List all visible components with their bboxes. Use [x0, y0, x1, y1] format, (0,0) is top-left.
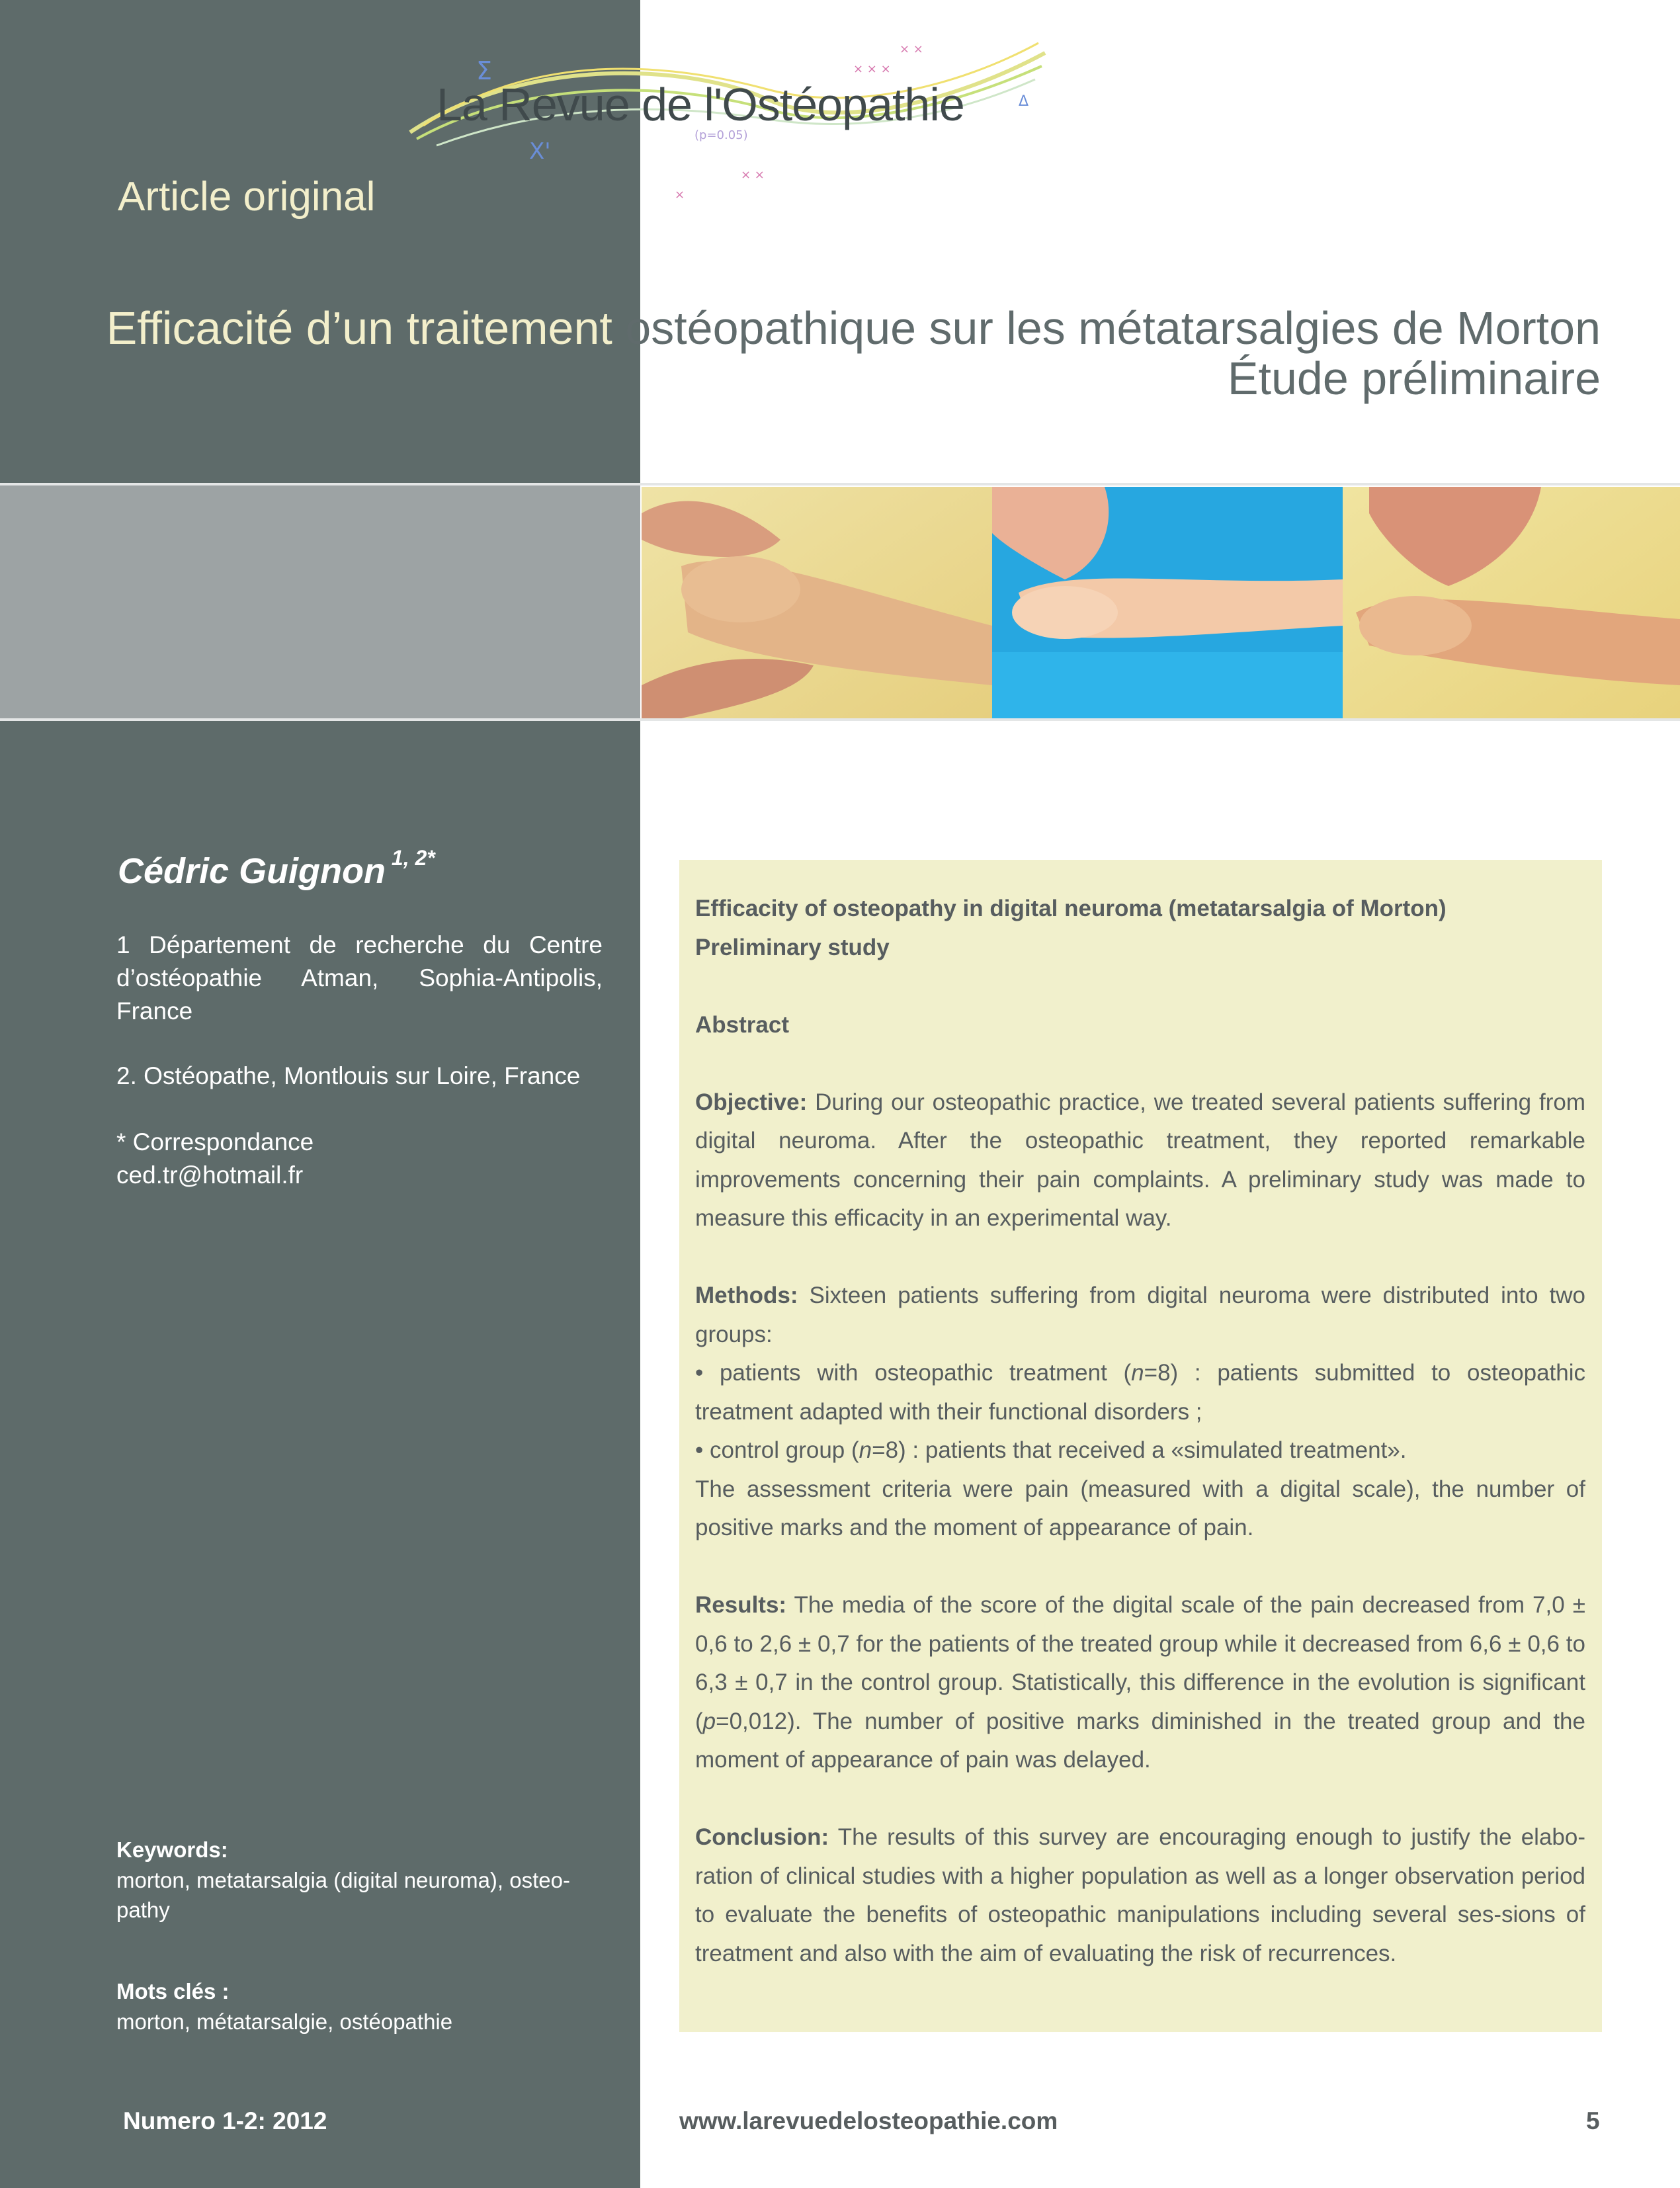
- correspondence-label: * Correspondance: [116, 1128, 314, 1156]
- foot-manipulation-photo-3: [1343, 487, 1680, 718]
- methods-criteria: The assessment criteria were pain (measured with a digital scale), the number of positive marks and the moment of appearance of pain.: [695, 1476, 1585, 1540]
- article-title-line-1: [79, 303, 1601, 353]
- footer-issue-number: Numero 1-2: 2012: [123, 2107, 327, 2134]
- results-paragraph: Results: The media of the score of the digital scale of the pain decreased from 7,0 ± 0,6 to 2,6 ± 0,7 for the patients of the treated group while it decreased from 6,6 ± 0,6 to 6,3 ± 0,7 in the control group. Statistically, this difference in the evolution is significant (p=0,012). The number of positive marks diminished in the treated group and the moment of appearance of pain was delayed.: [695, 1592, 1585, 1773]
- abstract-content: [695, 890, 1585, 1973]
- left-column-gray-band: [0, 485, 640, 718]
- abstract-heading: Abstract: [695, 1011, 789, 1038]
- english-title-line-2: Preliminary study: [695, 934, 890, 960]
- keywords-text: morton, metatarsalgia (digital neuroma), osteo-pathy: [116, 1868, 570, 1922]
- objective-paragraph: [695, 1083, 1585, 1238]
- mots-cles-heading: Mots clés :: [116, 1979, 230, 2003]
- article-type-label: Article original: [118, 174, 376, 220]
- svg-text:Δ: Δ: [1019, 93, 1029, 110]
- english-title-line-1: Efficacity of osteopathy in digital neuroma (metatarsalgia of Morton): [695, 896, 1447, 921]
- conclusion-label: Conclusion:: [695, 1824, 829, 1850]
- article-title-part-left: Efficacité d’un traitement: [106, 302, 612, 354]
- svg-text:× ×: × ×: [900, 42, 923, 56]
- article-title: [79, 303, 1601, 403]
- methods-bullet-2: • control group (n=8) : patients that received a «simulated treatment».: [695, 1437, 1407, 1463]
- journal-name: La Revue de l'Ostéopathie: [437, 79, 964, 130]
- methods-paragraph: [695, 1277, 1585, 1354]
- footer-website-link[interactable]: www.larevuedelosteopathie.com: [679, 2107, 1058, 2134]
- svg-text:X': X': [529, 138, 551, 165]
- affiliation-1: 1 Département de recherche du Centre d’ostéopathie Atman, Sophia-Antipolis, France: [116, 931, 603, 1025]
- methods-text: Sixteen patients suffering from digital neuroma were distributed into two groups:: [695, 1283, 1585, 1347]
- author-affiliation-marks: 1, 2*: [386, 846, 435, 870]
- svg-text:(p=0.05): (p=0.05): [694, 128, 748, 142]
- correspondence-block: [116, 1126, 603, 1192]
- article-title-line-2: Étude préliminaire: [1227, 353, 1601, 404]
- results-label: Results:: [695, 1592, 787, 1618]
- footer-page-number: 5: [1586, 2107, 1600, 2134]
- abstract-box: [679, 860, 1602, 2032]
- svg-text:× × ×: × × ×: [853, 62, 891, 76]
- svg-text:Σ: Σ: [476, 56, 493, 85]
- methods-label: Methods:: [695, 1283, 798, 1308]
- svg-text:× ×: × ×: [741, 168, 765, 182]
- keywords-heading: Keywords:: [116, 1837, 228, 1862]
- foot-manipulation-photo-2: [992, 487, 1343, 718]
- author-name: [118, 846, 435, 892]
- author-name-text: Cédric Guignon: [118, 851, 386, 891]
- correspondence-email[interactable]: ced.tr@hotmail.fr: [116, 1161, 304, 1189]
- conclusion-text: The results of this survey are encouraging enough to justify the elabo-ration of clinical studies with a higher population as well as a longer observation period to evaluate the benefits of osteopathic manipulations including several ses-sions of treatment and also with the aim of evaluating the risk of recurrences.: [695, 1824, 1585, 1966]
- article-title-part-right: ostéopathique sur les métatarsalgies de Morton: [612, 302, 1601, 354]
- affiliation-2: 2. Ostéopathe, Montlouis sur Loire, France: [116, 1062, 581, 1089]
- objective-label: Objective:: [695, 1089, 808, 1115]
- objective-text: During our osteopathic practice, we treated several patients suffering from digital neuroma. After the osteopathic treatment, they reported remarkable improvements concerning their pain complaints. A preliminary study was made to measure this efficacity in an experimental way.: [695, 1089, 1585, 1231]
- mots-cles-text: morton, métatarsalgie, ostéopathie: [116, 2009, 453, 2034]
- methods-bullet-1: • patients with osteopathic treatment (n=8) : patients submitted to osteopathic treatment adapted with their functional disorders ;: [695, 1360, 1585, 1425]
- foot-manipulation-photo-1: [642, 487, 992, 718]
- svg-text:×: ×: [675, 188, 685, 202]
- conclusion-paragraph: [695, 1818, 1585, 1973]
